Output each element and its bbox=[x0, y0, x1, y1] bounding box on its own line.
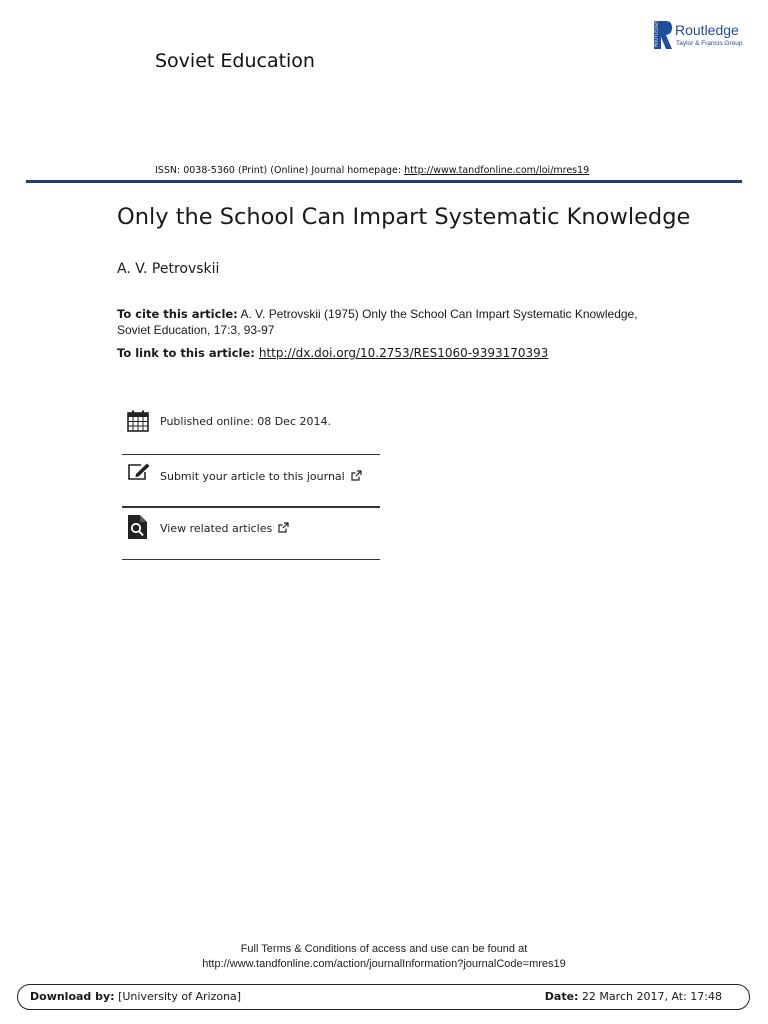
panel-divider bbox=[122, 559, 380, 560]
journal-homepage-link[interactable]: http://www.tandfonline.com/loi/mres19 bbox=[404, 165, 590, 176]
article-author: A. V. Petrovskii bbox=[117, 261, 220, 277]
article-title: Only the School Can Impart Systematic Knowledge bbox=[117, 204, 691, 230]
date-label: Date: bbox=[544, 990, 579, 1003]
routledge-r-icon bbox=[653, 20, 673, 50]
published-online-text: Published online: 08 Dec 2014. bbox=[160, 415, 331, 428]
related-articles-label[interactable]: View related articles bbox=[160, 522, 273, 535]
edit-icon bbox=[127, 462, 151, 482]
submit-article-label[interactable]: Submit your article to this journal bbox=[160, 470, 345, 483]
related-articles-link[interactable] bbox=[160, 522, 289, 535]
link-label: To link to this article: bbox=[117, 346, 255, 360]
issn-line bbox=[155, 165, 589, 176]
terms-line-1: Full Terms & Conditions of access and use can be found at bbox=[240, 943, 528, 955]
external-link-icon bbox=[278, 522, 289, 533]
logo-vertical-text: ROUTLEDGE bbox=[653, 20, 659, 47]
doi-link[interactable]: http://dx.doi.org/10.2753/RES1060-9393170393 bbox=[258, 346, 549, 360]
date-value: 22 March 2017, At: 17:48 bbox=[578, 990, 722, 1003]
journal-name: Soviet Education bbox=[155, 50, 315, 72]
download-date bbox=[545, 990, 722, 1003]
logo-name: Routledge bbox=[675, 22, 739, 38]
external-link-icon bbox=[351, 470, 362, 481]
download-value: [University of Arizona] bbox=[114, 990, 242, 1003]
cite-label: To cite this article: bbox=[117, 307, 238, 321]
submit-article-link[interactable] bbox=[160, 470, 362, 483]
issn-text: ISSN: 0038-5360 (Print) (Online) Journal homepage: bbox=[155, 165, 405, 176]
cite-text: A. V. Petrovskii (1975) Only the School Can Impart Systematic Knowledge, Soviet Education, 17:3, 93-97 bbox=[117, 307, 638, 337]
panel-divider bbox=[122, 506, 380, 508]
download-label: Download by: bbox=[30, 990, 115, 1003]
terms-url[interactable]: http://www.tandfonline.com/action/journalInformation?journalCode=mres19 bbox=[202, 958, 566, 970]
terms-notice bbox=[0, 942, 768, 972]
download-by bbox=[30, 990, 241, 1003]
doi-line bbox=[117, 346, 548, 360]
citation bbox=[117, 306, 657, 338]
download-info-bar bbox=[17, 984, 750, 1010]
publisher-logo[interactable] bbox=[653, 20, 753, 50]
calendar-icon bbox=[127, 410, 149, 432]
logo-tagline: Taylor & Francis Group bbox=[676, 40, 743, 47]
header-divider bbox=[26, 180, 742, 183]
search-document-icon bbox=[127, 514, 149, 540]
panel-divider bbox=[122, 454, 380, 455]
